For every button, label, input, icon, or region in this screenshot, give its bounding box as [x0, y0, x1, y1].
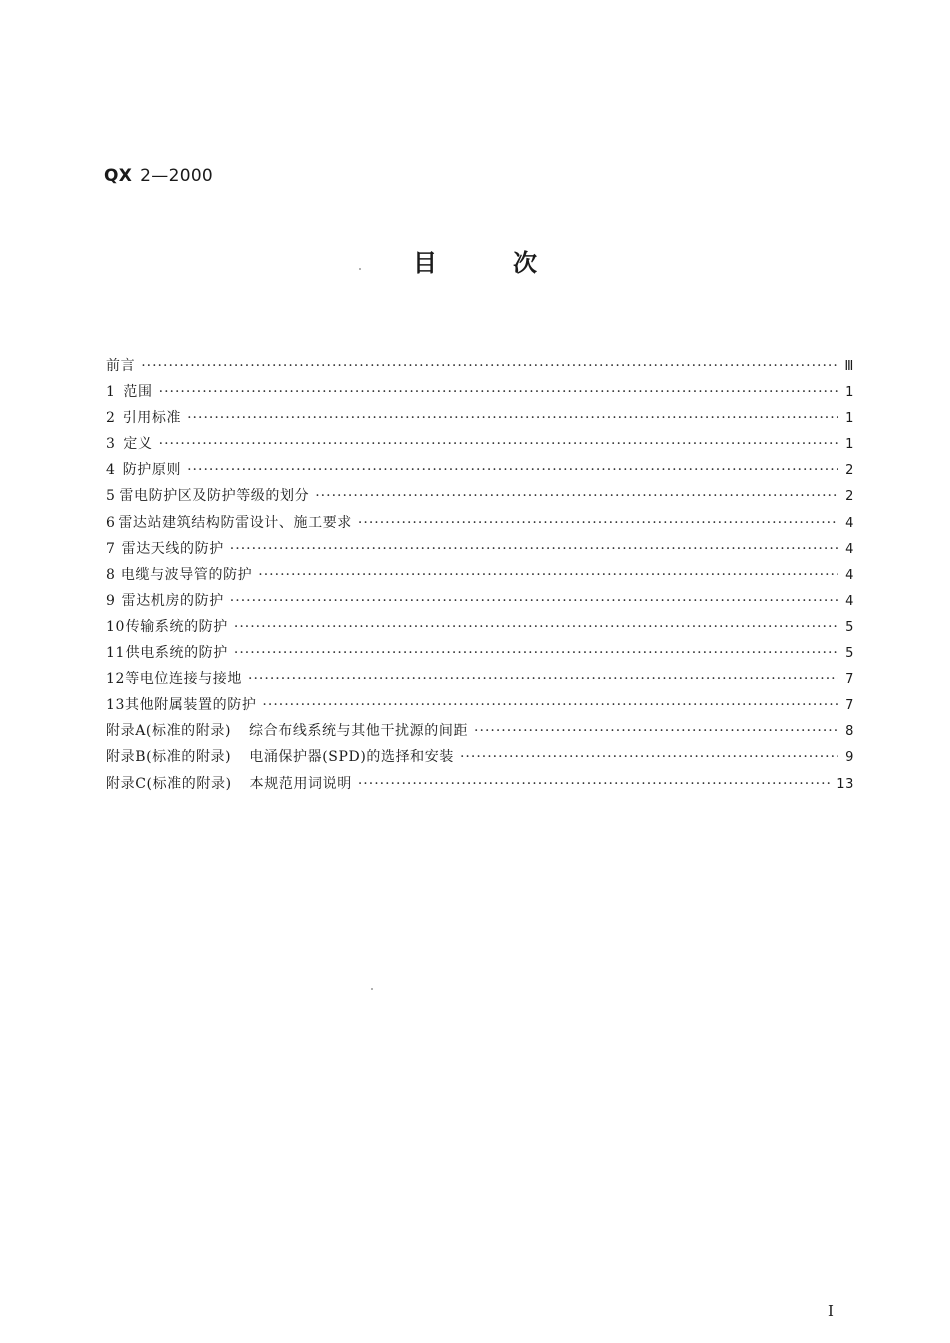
toc-leader-dots — [187, 462, 838, 478]
toc-entry-number: 10 — [106, 618, 126, 635]
toc-entry-label: 附录C(标准的附录) — [106, 775, 232, 792]
toc-entry-label: 传输系统的防护 — [125, 618, 228, 635]
toc-entry-label: 雷达机房的防护 — [121, 592, 224, 609]
toc-entry-page: 4 — [845, 593, 854, 609]
toc-entry-page: 1 — [845, 385, 854, 401]
toc-entry-label: 前言 — [106, 358, 136, 374]
toc-entry-foreword[interactable] — [106, 355, 854, 381]
toc-entry-number: 1 — [106, 384, 116, 401]
toc-leader-dots — [230, 593, 838, 609]
toc-entry-label: 等电位连接与接地 — [125, 671, 243, 688]
toc-entry-subtitle: 电涌保护器(SPD)的选择和安装 — [249, 749, 454, 766]
toc-entry-page: 5 — [845, 646, 854, 662]
toc-entry-label: 雷电防护区及防护等级的划分 — [119, 488, 310, 505]
toc-leader-dots — [141, 358, 838, 374]
toc-entry-page: 13 — [836, 776, 854, 792]
toc-leader-dots — [358, 515, 838, 531]
toc-leader-dots — [159, 436, 838, 452]
toc-entry-label: 引用标准 — [122, 410, 182, 427]
toc-entry-5[interactable] — [106, 485, 854, 511]
toc-entry-number: 11 — [106, 645, 126, 662]
toc-entry-number: 8 — [106, 566, 116, 583]
toc-entry-page: 4 — [845, 541, 854, 557]
toc-entry-number: 12 — [106, 671, 126, 688]
toc-leader-dots — [248, 671, 838, 687]
standard-prefix: QX — [104, 166, 133, 186]
toc-entry-7[interactable] — [106, 538, 854, 564]
standard-number: 2—2000 — [140, 166, 214, 186]
toc-entry-page: 7 — [845, 698, 854, 714]
toc-entry-label: 附录A(标准的附录) — [106, 723, 232, 740]
standard-code — [104, 166, 213, 186]
toc-entry-label: 防护原则 — [122, 462, 182, 479]
toc-entry-page: 1 — [845, 411, 854, 427]
toc-entry-page: Ⅲ — [844, 359, 854, 374]
toc-entry-label: 雷达站建筑结构防雷设计、施工要求 — [118, 514, 352, 531]
toc-entry-4[interactable] — [106, 459, 854, 485]
toc-entry-subtitle: 综合布线系统与其他干扰源的间距 — [249, 723, 469, 740]
toc-entry-page: 8 — [845, 724, 854, 740]
toc-entry-label: 范围 — [123, 384, 153, 401]
toc-entry-page: 7 — [845, 672, 854, 688]
toc-entry-subtitle: 本规范用词说明 — [249, 775, 352, 792]
toc-entry-number: 2 — [106, 410, 116, 427]
toc-entry-label: 雷达天线的防护 — [121, 540, 224, 557]
toc-title-char-1: 目 — [413, 249, 437, 277]
toc-entry-number: 5 — [106, 488, 116, 505]
toc-entry-number: 6 — [106, 514, 116, 531]
toc-leader-dots — [234, 619, 838, 635]
toc-entry-number: 3 — [106, 436, 116, 453]
toc-entry-appendix-b[interactable] — [106, 746, 854, 772]
toc-entry-2[interactable] — [106, 407, 854, 433]
toc-leader-dots — [258, 567, 838, 583]
toc-leader-dots — [315, 488, 838, 504]
toc-title-char-2: 次 — [513, 249, 537, 277]
toc-leader-dots — [187, 410, 838, 426]
toc-entry-11[interactable] — [106, 642, 854, 668]
toc-entry-1[interactable] — [106, 381, 854, 407]
toc-entry-8[interactable] — [106, 564, 854, 590]
page-number: I — [828, 1302, 834, 1320]
toc-entry-label: 电缆与波导管的防护 — [120, 566, 253, 583]
toc-leader-dots — [230, 541, 838, 557]
toc-entry-appendix-a[interactable] — [106, 720, 854, 746]
scan-speck — [359, 268, 361, 270]
toc-entry-label: 定义 — [123, 436, 153, 453]
toc-entry-6[interactable] — [106, 512, 854, 538]
scan-speck — [371, 988, 373, 990]
toc-entry-9[interactable] — [106, 590, 854, 616]
toc-entry-page: 2 — [845, 463, 854, 479]
toc-leader-dots — [262, 697, 838, 713]
toc-leader-dots — [234, 645, 838, 661]
toc-entry-13[interactable] — [106, 694, 854, 720]
toc-entry-10[interactable] — [106, 616, 854, 642]
toc-entry-page: 4 — [845, 567, 854, 583]
toc-entry-label: 其他附属装置的防护 — [125, 697, 257, 714]
toc-leader-dots — [159, 384, 838, 400]
toc-entry-number: 4 — [106, 462, 116, 479]
toc-entry-12[interactable] — [106, 668, 854, 694]
toc-entry-page: 9 — [845, 750, 854, 766]
toc-entry-page: 2 — [845, 489, 854, 505]
toc-entry-number: 13 — [106, 697, 126, 714]
toc-entry-number: 9 — [106, 592, 116, 609]
toc-title — [0, 243, 950, 278]
toc-entry-page: 5 — [845, 619, 854, 635]
toc-leader-dots — [460, 749, 838, 765]
toc-entry-number: 7 — [106, 540, 116, 557]
table-of-contents — [106, 355, 854, 799]
toc-entry-page: 1 — [845, 437, 854, 453]
toc-entry-appendix-c[interactable] — [106, 773, 854, 799]
toc-leader-dots — [358, 776, 830, 792]
toc-entry-label: 供电系统的防护 — [125, 645, 228, 662]
toc-entry-label: 附录B(标准的附录) — [106, 749, 232, 766]
toc-entry-page: 4 — [845, 515, 854, 531]
toc-entry-3[interactable] — [106, 433, 854, 459]
toc-leader-dots — [474, 723, 838, 739]
